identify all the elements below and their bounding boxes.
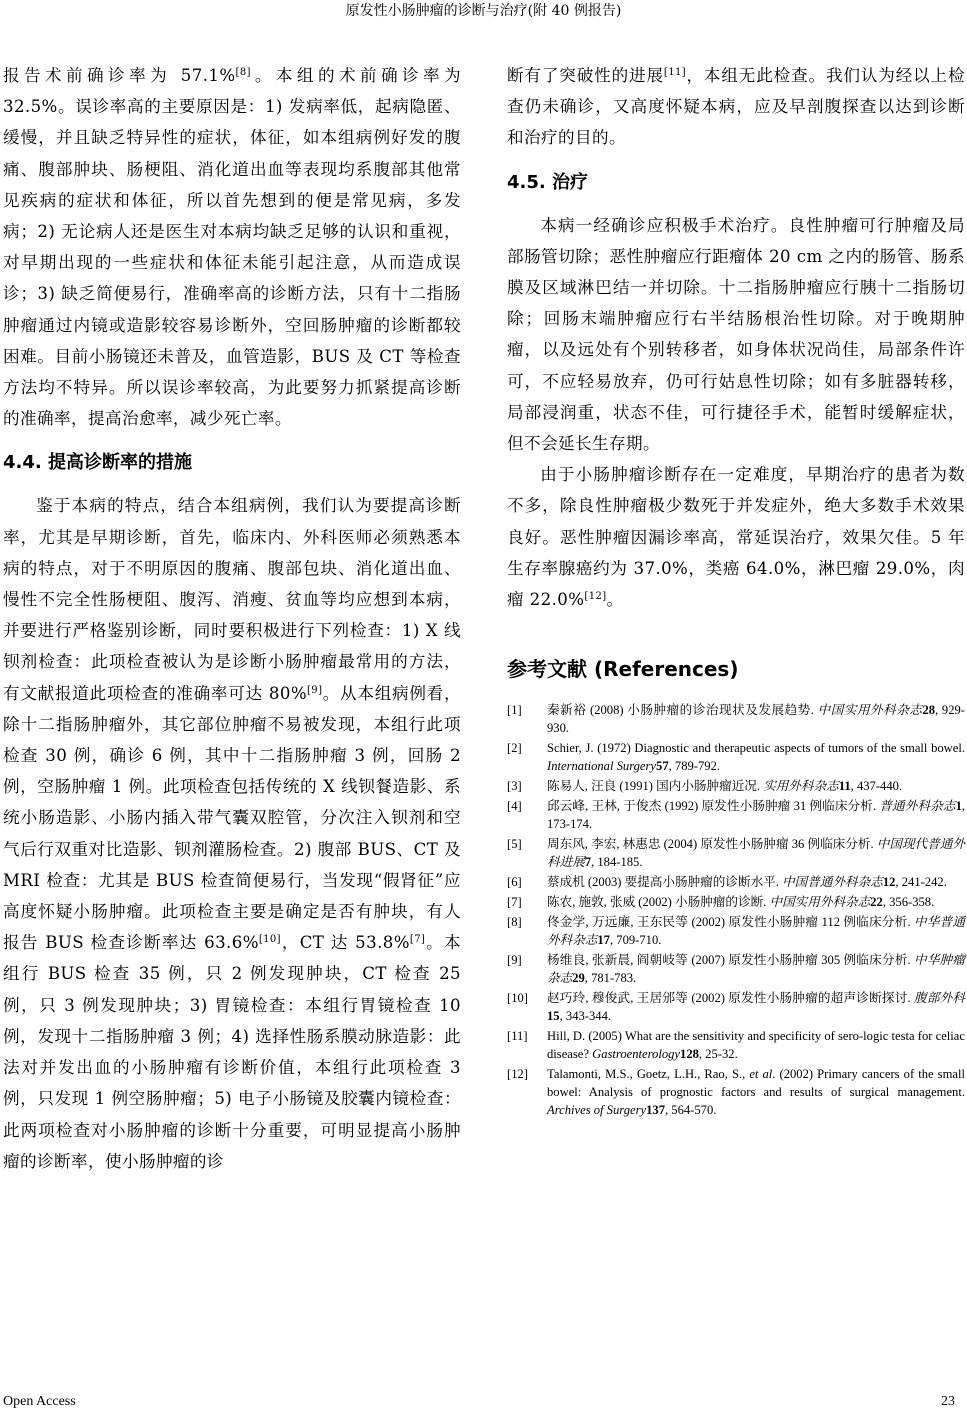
- reference-number: [5]: [507, 837, 522, 852]
- citation-8[interactable]: [8]: [235, 67, 251, 78]
- reference-journal: International Surgery: [547, 759, 657, 774]
- reference-plain: Schier, J. (1972) Diagnostic and therapeutic aspects of tumors of the small bowel.: [547, 741, 965, 756]
- reference-text: [547, 739, 965, 775]
- reference-text: [547, 951, 965, 987]
- reference-vol: 12: [882, 875, 896, 890]
- citation-10[interactable]: [10]: [258, 934, 281, 946]
- left-paragraph-2: 鉴于本病的特点，结合本组病例，我们认为要提高诊断率，尤其是早期诊断，首先，临床内、外科医师必须熟悉本病的特点，对于不明原因的腹痛、腹部包块、消化道出血、慢性不完全性肠梗阻、腹泻、消瘦、贫血等均应想到本病，并要进行严格鉴别诊断，同时要积极进行下列检查：1) X 线钡剂检查：此项检查被认为是诊断小肠肿瘤最常用的方法，有文献报道此项检查的准确率可达 80%[9]。从本组病例看，除十二指肠肿瘤外，其它部位肿瘤不易被发现，本组行此项检查 30 例，确诊 6 例，其中十二指肠肿瘤 3 例，回肠 2 例，空肠肿瘤 1 例。此项检查包括传统的 X 线钡餐造影、系统小肠造影、小肠内插入带气囊双腔管，分次注入钡剂和空气后行双重对比造影、钡剂灌肠检查。2) 腹部 BUS、CT 及 MRI 检查：尤其是 BUS 检查简便易行，当发现“假肾征”应高度怀疑小肠肿瘤。此项检查主要是确定是否有肿块，有人报告 BUS 检查诊断率达 63.6%[10]，CT 达 53.8%[7]。本组行 BUS 检查 35 例，只 2 例发现肿块，CT 检查 25 例，只 3 例发现肿块；3) 胃镜检查：本组行胃镜检查 10 例，发现十二指肠肿瘤 3 例；4) 选择性肠系膜动脉造影：此法对并发出血的小肠肿瘤有诊断价值，本组行此项检查 3 例，只发现 1 例空肠肿瘤；5) 电子小肠镜及胶囊内镜检查：此两项检查对小肠肿瘤的诊断十分重要，可明显提高小肠肿瘤的诊断率，使小肠肿瘤的诊: [3, 496, 461, 1171]
- reference-plain: 秦新裕 (2008) 小肠肿瘤的诊治现状及发展趋势.: [547, 703, 818, 718]
- reference-text: [547, 989, 965, 1025]
- reference-number: [6]: [507, 875, 522, 890]
- citation-7[interactable]: [7]: [409, 934, 426, 946]
- reference-plain: 蔡成机 (2003) 要提高小肠肿瘤的诊断水平.: [547, 875, 783, 890]
- reference-journal: 腹部外科: [914, 991, 966, 1006]
- reference-text: [547, 1065, 965, 1119]
- left-column: [3, 60, 461, 1177]
- reference-text: [547, 797, 965, 833]
- reference-pages: , 184-185.: [591, 855, 643, 870]
- reference-plain: 杨维良, 张新晨, 阎朝岐等 (2007) 原发性小肠肿瘤 305 例临床分析.: [547, 953, 915, 968]
- reference-plain: 陈易人, 汪良 (1991) 国内小肠肿瘤近况.: [547, 779, 764, 794]
- reference-vol: 22: [870, 895, 883, 910]
- reference-text: [547, 701, 965, 737]
- reference-pages: , 564-570.: [664, 1103, 717, 1118]
- reference-journal: 中华普通外科杂志: [547, 915, 966, 948]
- reference-vol: 7: [584, 855, 592, 870]
- reference-plain: 佟金学, 万远廉, 王东民等 (2002) 原发性小肠肿瘤 112 例临床分析.: [547, 915, 914, 930]
- reference-pages: , 25-32.: [698, 1047, 738, 1062]
- reference-plain: 赵巧玲, 穆俊武, 王居邠等 (2002) 原发性小肠肿瘤的超声诊断探讨.: [547, 991, 915, 1006]
- reference-item: [507, 989, 965, 1025]
- reference-number: [8]: [507, 915, 522, 930]
- reference-vol: 17: [597, 933, 610, 948]
- reference-number: [2]: [507, 741, 522, 756]
- reference-vol: 11: [838, 779, 851, 794]
- reference-item: [507, 739, 965, 775]
- reference-journal: 中国实用外科杂志: [769, 895, 871, 910]
- reference-pages: , 437-440.: [850, 779, 903, 794]
- reference-journal: Gastroenterology: [592, 1047, 681, 1062]
- reference-etal: et al: [749, 1067, 773, 1082]
- reference-pages: , 789-792.: [668, 759, 721, 774]
- reference-item: [507, 835, 965, 871]
- citation-9[interactable]: [9]: [307, 684, 323, 696]
- reference-list: [507, 701, 965, 1119]
- reference-vol: 28: [922, 703, 936, 718]
- reference-journal: Archives of Surgery: [547, 1103, 647, 1118]
- reference-journal: 中国实用外科杂志: [817, 703, 923, 718]
- reference-number: [7]: [507, 895, 522, 910]
- section-heading-4-4: 4.4. 提高诊断率的措施: [3, 452, 192, 474]
- reference-plain: 邱云峰, 王林, 于俊杰 (1992) 原发性小肠肿瘤 31 例临床分析.: [547, 799, 880, 814]
- reference-pages: , 241-242.: [895, 875, 947, 890]
- reference-item: [507, 893, 965, 911]
- reference-journal: 普通外科杂志: [879, 799, 956, 814]
- reference-text: [547, 835, 965, 871]
- reference-item: [507, 1027, 965, 1063]
- reference-text: [547, 873, 965, 891]
- right-column: [507, 60, 965, 1121]
- reference-item: [507, 701, 965, 737]
- reference-item: [507, 1065, 965, 1119]
- right-paragraph-1: 断有了突破性的进展[11]，本组无此检查。我们认为经以上检查仍未确诊，又高度怀疑本病，应及早剖腹探查以达到诊断和治疗的目的。: [507, 66, 965, 148]
- citation-12[interactable]: [12]: [584, 591, 607, 603]
- reference-pages: , 929-930.: [547, 703, 965, 736]
- reference-plain: 周东风, 李宏, 林惠忠 (2004) 原发性小肠肿瘤 36 例临床分析.: [547, 837, 877, 852]
- reference-item: [507, 913, 965, 949]
- reference-number: [11]: [507, 1029, 528, 1044]
- reference-number: [9]: [507, 953, 522, 968]
- reference-plain: 陈农, 施敦, 张威 (2002) 小肠肿瘤的诊断.: [547, 895, 770, 910]
- reference-vol: 57: [656, 759, 669, 774]
- left-paragraph-1: 报告术前确诊率为 57.1%[8]。本组的术前确诊率为 32.5%。误诊率高的主要原因是：1) 发病率低，起病隐匿、缓慢，并且缺乏特异性的症状，体征，如本组病例好发的腹痛、腹部肿块、肠梗阻、消化道出血等表现均系腹部其他常见疾病的症状和体征，所以首先想到的便是常见病，多发病；2) 无论病人还是医生对本病均缺乏足够的认识和重视，对早期出现的一些症状和体征未能引起注意，从而造成误诊；3) 缺乏简便易行，准确率高的诊断方法，只有十二指肠肿瘤通过内镜或造影较容易诊断外，空回肠肿瘤的诊断都较困难。目前小肠镜还未普及，血管造影，BUS 及 CT 等检查方法均不特异。所以误诊率较高，为此要努力抓紧提高诊断的准确率，提高治愈率，减少死亡率。: [3, 66, 462, 429]
- reference-text: [547, 1027, 965, 1063]
- reference-pages: , 781-783.: [584, 971, 637, 986]
- page-number: 23: [941, 1394, 955, 1409]
- running-head: 原发性小肠肿瘤的诊断与治疗(附 40 例报告): [345, 3, 622, 19]
- reference-journal: 中华肿瘤杂志: [547, 953, 966, 986]
- reference-vol: 137: [646, 1103, 665, 1118]
- reference-journal: 中国普通外科杂志: [782, 875, 883, 890]
- reference-item: [507, 951, 965, 987]
- reference-pages: , 356-358.: [882, 895, 935, 910]
- reference-plain2: . (2002) Primary cancers of the small bowel: Analysis of prognostic factors and results of surgical management.: [547, 1067, 965, 1100]
- section-heading-4-5: 4.5. 治疗: [507, 171, 588, 193]
- reference-number: [4]: [507, 799, 522, 814]
- reference-number: [3]: [507, 779, 522, 794]
- citation-11[interactable]: [11]: [663, 67, 687, 78]
- references-heading: 参考文献 (References): [507, 657, 739, 682]
- reference-text: [547, 893, 965, 911]
- reference-item: [507, 777, 965, 795]
- reference-pages: , 173-174.: [547, 799, 966, 832]
- reference-text: [547, 913, 965, 949]
- reference-number: [10]: [507, 991, 528, 1006]
- reference-pages: , 343-344.: [559, 1009, 612, 1024]
- reference-vol: 15: [547, 1009, 560, 1024]
- reference-plain: Talamonti, M.S., Goetz, L.H., Rao, S.,: [547, 1067, 750, 1082]
- reference-item: [507, 797, 965, 833]
- reference-journal: 中国现代普通外科进展: [547, 837, 966, 870]
- reference-item: [507, 873, 965, 891]
- reference-text: [547, 777, 965, 795]
- reference-vol: 29: [572, 971, 585, 986]
- reference-pages: , 709-710.: [609, 933, 662, 948]
- right-paragraph-2: 本病一经确诊应积极手术治疗。良性肿瘤可行肿瘤及局部肠管切除；恶性肿瘤应行距瘤体 20 cm 之内的肠管、肠系膜及区域淋巴结一并切除。十二指肠肿瘤应行胰十二指肠切除；回肠末端肿瘤应行右半结肠根治性切除。对于晚期肿瘤，以及远处有个别转移者，如身体状况尚佳，局部条件许可，不应轻易放弃，仍可行姑息性切除；如有多脏器转移，局部浸润重，状态不佳，可行捷径手术，能暂时缓解症状，但不会延长生存期。: [507, 215, 965, 454]
- reference-journal: 实用外科杂志: [763, 779, 839, 794]
- reference-number: [12]: [507, 1067, 528, 1082]
- reference-vol: 128: [680, 1047, 699, 1062]
- reference-vol: 1: [955, 799, 962, 814]
- reference-number: [1]: [507, 703, 522, 718]
- footer-open-access: Open Access: [3, 1394, 76, 1409]
- reference-plain: Hill, D. (2005) What are the sensitivity and specificity of sero-logic testa for celiac disease?: [547, 1029, 965, 1062]
- right-paragraph-3: 由于小肠肿瘤诊断存在一定难度，早期治疗的患者为数不多，除良性肿瘤极少数死于并发症外，绝大多数手术效果良好。恶性肿瘤因漏诊率高，常延误治疗，效果欠佳。5 年生存率腺癌约为 37.0%，类癌 64.0%，淋巴瘤 29.0%，肉瘤 22.0%[12]。: [507, 465, 965, 610]
